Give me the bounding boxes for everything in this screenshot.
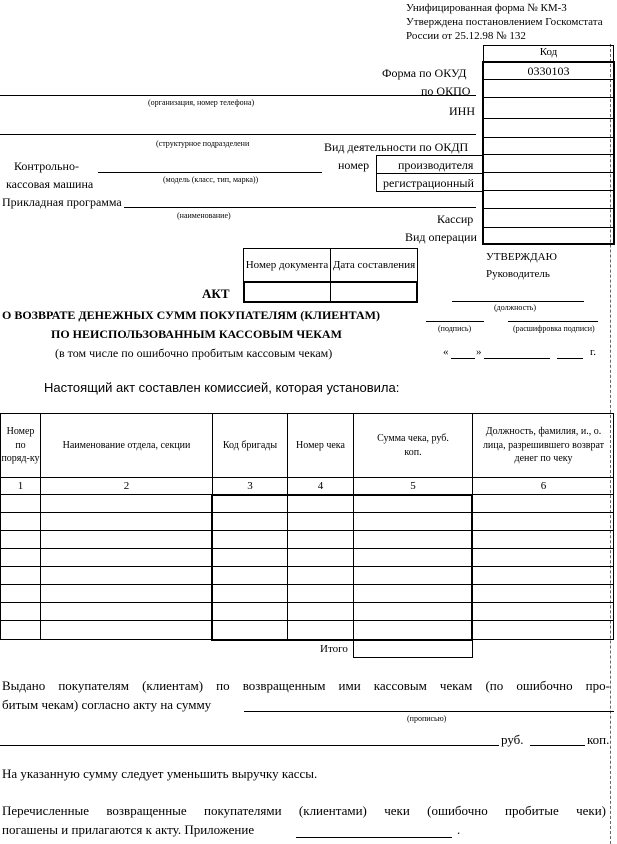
day-line[interactable] bbox=[451, 358, 475, 359]
rub-label: руб. bbox=[501, 732, 524, 747]
year-suffix: г. bbox=[590, 346, 597, 358]
th-brigade: Код бригады bbox=[222, 439, 278, 451]
col-num-1: 1 bbox=[17, 479, 24, 492]
title-line2: ПО НЕИСПОЛЬЗОВАННЫМ КАССОВЫМ ЧЕКАМ bbox=[51, 327, 342, 341]
vid-operacii-label: Вид операции bbox=[405, 230, 477, 244]
okud-code-field[interactable]: 0330103 bbox=[527, 64, 570, 78]
approve-title: УТВЕРЖДАЮ bbox=[486, 251, 557, 263]
col-num-4: 4 bbox=[317, 479, 324, 492]
kkm-label-2: кассовая машина bbox=[6, 177, 94, 191]
nomer-label: номер bbox=[338, 158, 370, 172]
form-approval-date: России от 25.12.98 № 132 bbox=[406, 30, 526, 42]
okdp-label: Вид деятельности по ОКДП bbox=[324, 140, 469, 154]
dolzhnost-caption: (должность) bbox=[494, 303, 536, 312]
signature-line[interactable] bbox=[426, 321, 484, 322]
name-caption: (наименование) bbox=[177, 211, 231, 220]
kod-header: Код bbox=[539, 46, 558, 58]
kassir-label: Кассир bbox=[437, 212, 474, 226]
approve-role: Руководитель bbox=[486, 268, 550, 280]
para1-line2: битым чекам) согласно акту на сумму bbox=[2, 697, 212, 712]
total-cell[interactable] bbox=[353, 639, 473, 658]
total-label: Итого bbox=[320, 643, 348, 655]
quote-close: » bbox=[476, 346, 482, 358]
attachment-line[interactable] bbox=[296, 837, 452, 838]
col-num-3: 3 bbox=[247, 479, 253, 492]
subdivision-line[interactable] bbox=[0, 134, 476, 135]
th-check-number: Номер чека bbox=[296, 439, 345, 451]
registracionny-label: регистрационный bbox=[383, 176, 474, 190]
title-line3: (в том числе по ошибочно пробитым кассовым чекам) bbox=[55, 346, 333, 360]
period-mark: . bbox=[457, 822, 461, 837]
org-caption: (организация, номер телефона) bbox=[148, 98, 255, 107]
codes-box bbox=[482, 61, 615, 245]
akt-title: АКТ bbox=[202, 286, 230, 301]
amount-line[interactable] bbox=[0, 745, 499, 746]
data-entry-block[interactable] bbox=[211, 494, 473, 641]
th-responsible: Должность, фамилия, и., о. лица, разрешившего возврат денег по чеку bbox=[482, 426, 605, 465]
col-num-2: 2 bbox=[123, 479, 130, 492]
doc-date-header: Дата составления bbox=[332, 258, 416, 271]
col-num-6: 6 bbox=[540, 479, 547, 492]
kop-label: коп. bbox=[587, 732, 610, 747]
proizvoditelya-label: производителя bbox=[398, 158, 474, 172]
struct-caption: (структурное подразделени bbox=[156, 139, 250, 148]
doc-number-fill[interactable] bbox=[243, 281, 418, 303]
intro-text: Настоящий акт составлен комиссией, которая установила: bbox=[44, 380, 400, 395]
position-line[interactable] bbox=[452, 301, 584, 302]
okud-label: Форма по ОКУД bbox=[382, 66, 467, 80]
program-label: Прикладная программа bbox=[2, 195, 122, 209]
rasshifrovka-caption: (расшифровка подписи) bbox=[513, 324, 595, 333]
th-check-sum: Сумма чека, руб. коп. bbox=[377, 433, 449, 458]
th-number: Номер по поряд-ку bbox=[1, 426, 40, 465]
form-title: Унифицированная форма № КМ-3 bbox=[406, 2, 567, 14]
propisyu-caption: (прописью) bbox=[407, 714, 447, 723]
para2: На указанную сумму следует уменьшить выручку кассы. bbox=[2, 766, 318, 781]
inn-label: ИНН bbox=[449, 104, 475, 118]
kop-line[interactable] bbox=[530, 745, 585, 746]
model-caption: (модель (класс, тип, марка)) bbox=[163, 175, 259, 184]
para1-line1: Выдано покупателям (клиентам) по возвращенным ими кассовым чекам (по ошибочно про- bbox=[2, 678, 610, 693]
program-line[interactable] bbox=[124, 207, 476, 208]
doc-number-header: Номер документа bbox=[245, 258, 329, 271]
kkm-label-1: Контрольно- bbox=[14, 159, 79, 173]
decode-line[interactable] bbox=[508, 321, 598, 322]
col-num-5: 5 bbox=[410, 479, 416, 492]
year-line[interactable] bbox=[557, 358, 583, 359]
title-line1: О ВОЗВРАТЕ ДЕНЕЖНЫХ СУММ ПОКУПАТЕЛЯМ (КЛИЕНТАМ) bbox=[2, 308, 381, 322]
form-approval: Утверждена постановлением Госкомстата bbox=[406, 16, 603, 28]
podpis-caption: (подпись) bbox=[438, 324, 472, 333]
para3-line2: погашены и прилагаются к акту. Приложение bbox=[2, 822, 255, 837]
organization-line[interactable] bbox=[0, 95, 476, 96]
amount-words-line[interactable] bbox=[244, 711, 614, 712]
okpo-label: по ОКПО bbox=[421, 84, 471, 98]
month-line[interactable] bbox=[484, 358, 550, 359]
kkm-model-line[interactable] bbox=[98, 172, 322, 173]
quote-open: « bbox=[443, 346, 449, 358]
para3-line1: Перечисленные возвращенные покупателями (клиентами) чеки (ошибочно пробитые чеки) bbox=[2, 803, 606, 818]
th-department: Наименование отдела, секции bbox=[62, 439, 191, 451]
